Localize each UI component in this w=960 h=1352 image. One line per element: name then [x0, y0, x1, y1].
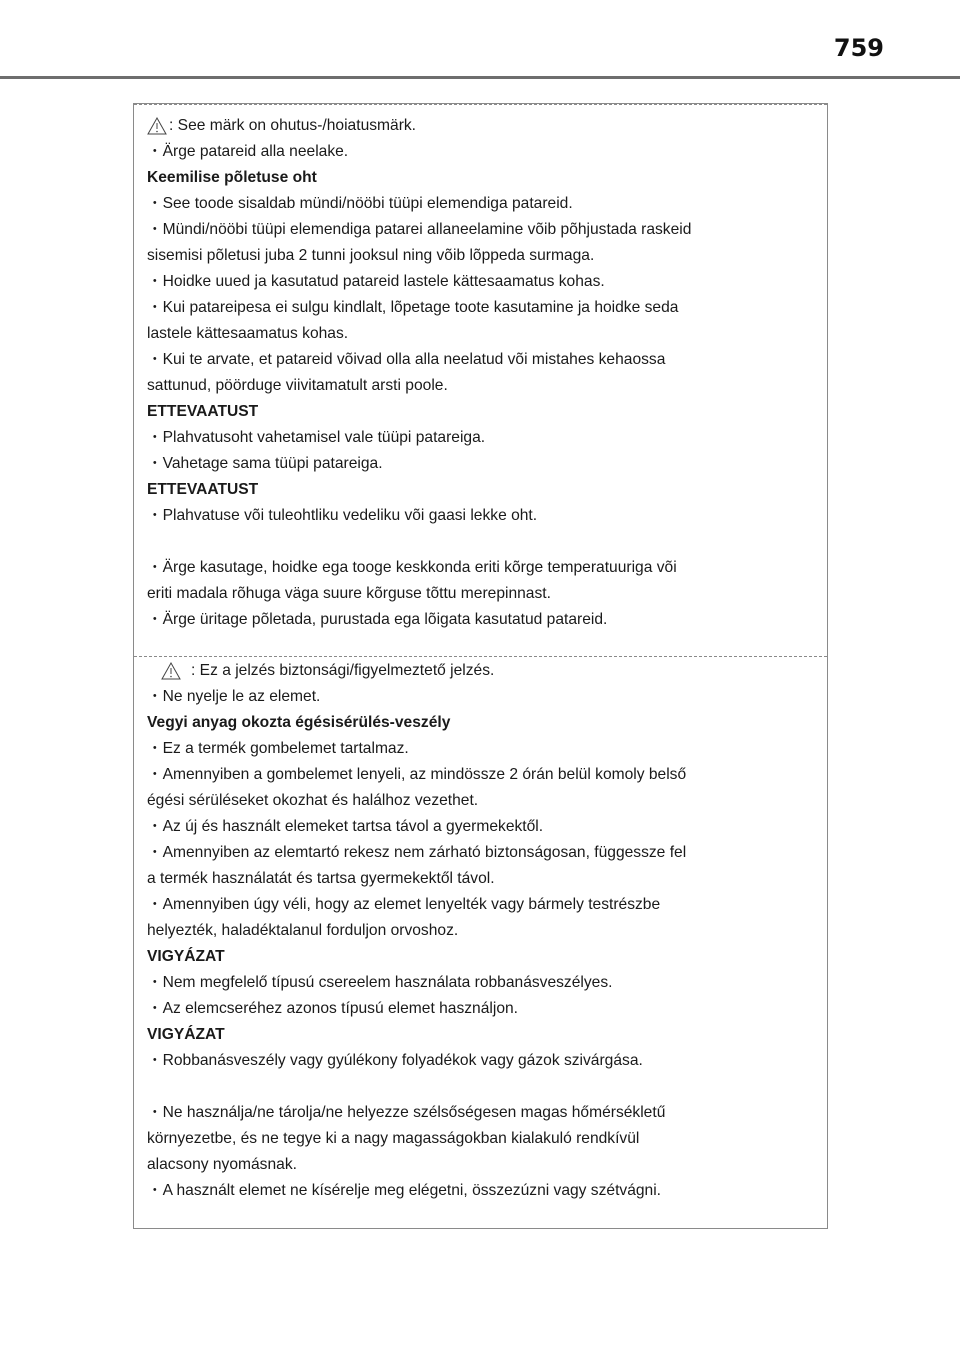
warning-line: [147, 113, 817, 139]
bullet-item: [147, 892, 817, 918]
bullet-text: ・ Amennyiben az elemtartó rekesz nem zárható biztonságosan, függessze fel: [147, 844, 686, 861]
section-hungarian: [134, 656, 827, 1228]
blank-line: [147, 529, 817, 555]
heading-text: VIGYÁZAT: [147, 1026, 225, 1043]
continuation-line: [147, 321, 817, 347]
bullet-text: ・ Az elemcseréhez azonos típusú elemet használjon.: [147, 1000, 518, 1017]
continuation-text: sattunud, pöörduge viivitamatult arsti poole.: [147, 377, 448, 394]
continuation-text: eriti madala rõhuga väga suure kõrguse tõttu merepinnast.: [147, 585, 551, 602]
warning-legend-text: : See märk on ohutus-/hoiatusmärk.: [169, 117, 417, 134]
bullet-item: [147, 503, 817, 529]
bullet-text: ・ Hoidke uued ja kasutatud patareid lastele kättesaamatus kohas.: [147, 273, 605, 290]
page-number: 759: [833, 34, 884, 62]
warning-triangle-icon: [161, 662, 181, 680]
heading-text: ETTEVAATUST: [147, 403, 259, 420]
bullet-text: ・ Vahetage sama tüüpi patareiga.: [147, 455, 383, 472]
bullet-text: ・ Ne nyelje le az elemet.: [147, 688, 320, 705]
bullet-text: ・ Plahvatusoht vahetamisel vale tüüpi patareiga.: [147, 429, 485, 446]
bullet-text: ・ Plahvatuse või tuleohtliku vedeliku või gaasi lekke oht.: [147, 507, 537, 524]
estonian-content: [147, 113, 817, 633]
bullet-item: [147, 1178, 817, 1204]
bullet-text: ・ Ärge kasutage, hoidke ega tooge keskkonda eriti kõrge temperatuuriga või: [147, 559, 677, 576]
continuation-line: [147, 373, 817, 399]
warning-line: [147, 658, 817, 684]
bullet-text: ・ Nem megfelelő típusú csereelem használata robbanásveszélyes.: [147, 974, 612, 991]
heading-text: Vegyi anyag okozta égésisérülés-veszély: [147, 714, 451, 731]
continuation-text: helyezték, haladéktalanul forduljon orvoshoz.: [147, 922, 459, 939]
bullet-text: ・ A használt elemet ne kísérelje meg elégetni, összezúzni vagy szétvágni.: [147, 1182, 661, 1199]
heading-text: VIGYÁZAT: [147, 948, 225, 965]
continuation-line: [147, 243, 817, 269]
warning-legend-text: : Ez a jelzés biztonsági/figyelmeztető jelzés.: [191, 662, 495, 679]
bullet-item: [147, 607, 817, 633]
continuation-text: alacsony nyomásnak.: [147, 1156, 297, 1173]
bullet-item: [147, 814, 817, 840]
bullet-item: [147, 191, 817, 217]
warning-triangle-icon: [147, 117, 167, 135]
bullet-item: [147, 425, 817, 451]
bullet-item: [147, 451, 817, 477]
continuation-text: a termék használatát és tartsa gyermekektől távol.: [147, 870, 495, 887]
warning-box: [133, 103, 828, 1229]
bullet-text: ・ Ez a termék gombelemet tartalmaz.: [147, 740, 409, 757]
bullet-item: [147, 736, 817, 762]
continuation-line: [147, 1152, 817, 1178]
section-heading: [147, 165, 817, 191]
bullet-item: [147, 1100, 817, 1126]
bullet-text: ・ Ärge üritage põletada, purustada ega lõigata kasutatud patareid.: [147, 611, 607, 628]
heading-text: ETTEVAATUST: [147, 481, 259, 498]
bullet-text: ・ See toode sisaldab mündi/nööbi tüüpi elemendiga patareid.: [147, 195, 573, 212]
bullet-text: ・ Kui te arvate, et patareid võivad olla alla neelatud või mistahes kehaossa: [147, 351, 665, 368]
blank-line: [147, 1074, 817, 1100]
header-rule: [0, 76, 960, 79]
bullet-text: ・ Robbanásveszély vagy gyúlékony folyadékok vagy gázok szivárgása.: [147, 1052, 643, 1069]
section-heading: [147, 1022, 817, 1048]
continuation-line: [147, 866, 817, 892]
bullet-item: [147, 996, 817, 1022]
heading-text: Keemilise põletuse oht: [147, 169, 317, 186]
section-heading: [147, 399, 817, 425]
section-heading: [147, 710, 817, 736]
continuation-line: [147, 1126, 817, 1152]
bullet-item: [147, 295, 817, 321]
bullet-item: [147, 840, 817, 866]
bullet-item: [147, 684, 817, 710]
hungarian-content: [147, 658, 817, 1204]
bullet-item: [147, 1048, 817, 1074]
bullet-item: [147, 217, 817, 243]
bullet-item: [147, 269, 817, 295]
continuation-line: [147, 788, 817, 814]
bullet-text: ・ Ärge patareid alla neelake.: [147, 143, 348, 160]
bullet-item: [147, 555, 817, 581]
continuation-line: [147, 918, 817, 944]
continuation-line: [147, 581, 817, 607]
bullet-item: [147, 970, 817, 996]
section-heading: [147, 477, 817, 503]
continuation-text: sisemisi põletusi juba 2 tunni jooksul ning võib lõppeda surmaga.: [147, 247, 595, 264]
bullet-text: ・ Mündi/nööbi tüüpi elemendiga patarei allaneelamine võib põhjustada raskeid: [147, 221, 691, 238]
section-estonian: [134, 104, 827, 654]
continuation-text: lastele kättesaamatus kohas.: [147, 325, 349, 342]
bullet-item: [147, 762, 817, 788]
section-heading: [147, 944, 817, 970]
bullet-item: [147, 347, 817, 373]
bullet-item: [147, 139, 817, 165]
bullet-text: ・ Amennyiben a gombelemet lenyeli, az mindössze 2 órán belül komoly belső: [147, 766, 686, 783]
bullet-text: ・ Kui patareipesa ei sulgu kindlalt, lõpetage toote kasutamine ja hoidke seda: [147, 299, 678, 316]
continuation-text: környezetbe, és ne tegye ki a nagy magasságokban kialakuló rendkívül: [147, 1130, 640, 1147]
bullet-text: ・ Az új és használt elemeket tartsa távol a gyermekektől.: [147, 818, 543, 835]
continuation-text: égési sérüléseket okozhat és halálhoz vezethet.: [147, 792, 479, 809]
bullet-text: ・ Amennyiben úgy véli, hogy az elemet lenyelték vagy bármely testrészbe: [147, 896, 660, 913]
bullet-text: ・ Ne használja/ne tárolja/ne helyezze szélsőségesen magas hőmérsékletű: [147, 1104, 665, 1121]
